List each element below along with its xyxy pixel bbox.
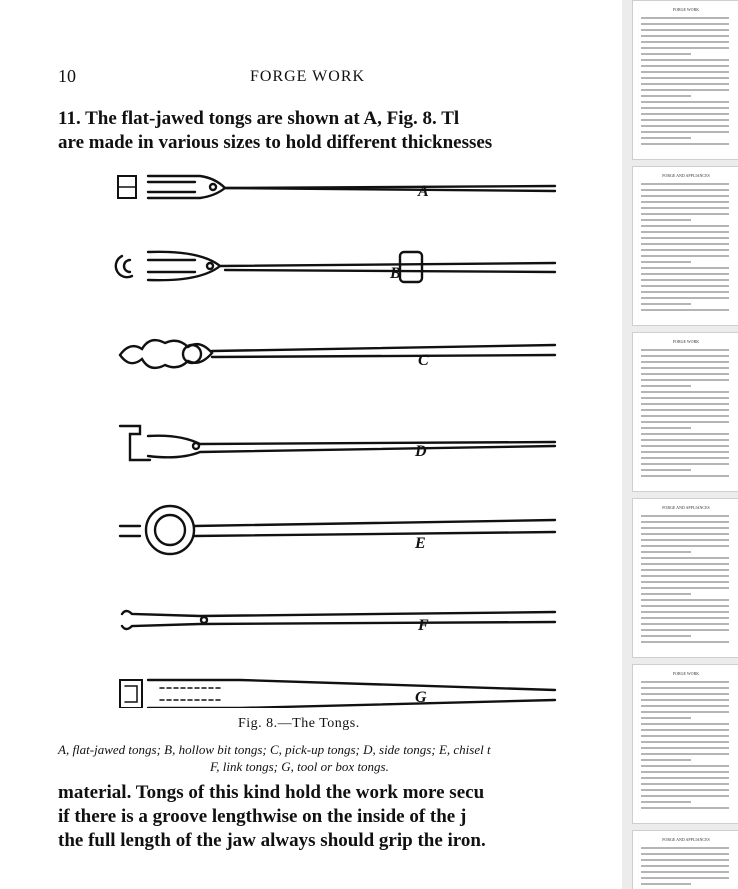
thumbnail-text-line [641,747,729,749]
thumbnail-text-line [641,705,729,707]
thumbnail-text-line [641,391,729,393]
thumbnail-text-line [641,119,729,121]
thumbnail-text-line [641,143,729,145]
thumbnail-text-line [641,469,691,471]
thumbnail-text-line [641,53,691,55]
thumbnail-text-line [641,563,729,565]
thumbnail-text-line [641,125,729,127]
label-c: C [418,352,429,369]
thumbnail-text-line [641,545,729,547]
figure-caption-keys-line-2: F, link tongs; G, tool or box tongs. [210,759,389,774]
thumbnail-text-line [641,361,729,363]
thumbnail-text-line [641,463,729,465]
thumbnail-text-line [641,605,729,607]
thumbnail-text-line [641,877,729,879]
label-b: B [390,265,401,282]
thumbnail-text-line [641,113,729,115]
thumbnail-text-line [641,871,729,873]
thumbnail-text-line [641,599,729,601]
thumbnail-text-line [641,255,729,257]
thumbnail-text-line [641,439,729,441]
thumbnail-text-line [641,789,729,791]
page-thumbnail-sidebar[interactable] [622,0,738,889]
thumbnail-text-line [641,59,729,61]
thumbnail-text-line [641,723,729,725]
thumbnail-header: FORGE WORK [672,671,700,676]
thumbnail-text-line [641,741,729,743]
thumbnail-text-line [641,89,729,91]
page-thumbnail[interactable] [632,166,738,326]
thumbnail-text-line [641,777,729,779]
thumbnail-text-line [641,421,729,423]
thumbnail-header: FORGE AND APPLIANCES [662,173,710,178]
paragraph-bottom-line-3: the full length of the jaw always should grip the iron. [58,830,486,851]
paragraph-bottom-line-1: material. Tongs of this kind hold the work more secu [58,782,485,803]
thumbnail-text-line [641,533,729,535]
thumbnail-text-line [641,635,691,637]
thumbnail-text-line [641,279,729,281]
thumbnail-text-line [641,587,729,589]
page-thumbnail[interactable] [632,830,738,889]
thumbnail-text-line [641,771,729,773]
tongs-f-drawing [122,611,555,634]
thumbnail-text-line [641,65,729,67]
thumbnail-text-line [641,445,729,447]
thumbnail-text-line [641,213,729,215]
thumbnail-text-line [641,183,729,185]
page-number: 10 [58,66,76,86]
thumbnail-text-line [641,403,729,405]
thumbnail-text-line [641,189,729,191]
thumbnail-text-line [641,569,729,571]
figure-caption-title: Fig. 8.—The Tongs. [238,716,360,731]
thumbnail-text-line [641,611,729,613]
label-d: D [415,443,427,460]
tongs-c-drawing [120,340,555,369]
thumbnail-text-line [641,107,729,109]
thumbnail-text-line [641,297,729,299]
thumbnail-text-line [641,29,729,31]
thumbnail-text-line [641,527,729,529]
thumbnail-text-line [641,237,729,239]
thumbnail-text-line [641,225,729,227]
paragraph-top-line-1: 11. The flat-jawed tongs are shown at A, Fig. 8. Tl [58,108,460,129]
thumbnail-text-line [641,355,729,357]
thumbnail-text-line [641,853,729,855]
thumbnail-text-line [641,95,691,97]
thumbnail-text-line [641,249,729,251]
page-thumbnail[interactable] [632,0,738,160]
label-g: G [415,689,427,706]
thumbnail-text-line [641,273,729,275]
thumbnail-text-line [641,231,729,233]
thumbnail-text-line [641,753,729,755]
thumbnail-text-line [641,539,729,541]
label-f: F [418,617,429,634]
thumbnail-text-line [641,379,729,381]
thumbnail-text-line [641,83,729,85]
thumbnail-header: FORGE WORK [672,339,700,344]
thumbnail-text-line [641,415,729,417]
figure-caption-keys-line-1: A, flat-jawed tongs; B, hollow bit tongs; C, pick-up tongs; D, side tongs; E, chisel t [58,742,491,757]
thumbnail-text-line [641,729,729,731]
thumbnail-text-line [641,687,729,689]
thumbnail-text-line [641,521,729,523]
page-thumbnail[interactable] [632,332,738,492]
thumbnail-text-line [641,23,729,25]
thumbnail-text-line [641,641,729,643]
thumbnail-text-line [641,623,729,625]
thumbnail-text-line [641,409,729,411]
thumbnail-text-line [641,101,729,103]
thumbnail-text-line [641,137,691,139]
thumbnail-text-line [641,201,729,203]
thumbnail-text-line [641,261,691,263]
thumbnail-text-line [641,557,729,559]
thumbnail-text-line [641,699,729,701]
tongs-b-drawing [116,252,555,282]
thumbnail-text-line [641,765,729,767]
running-head: FORGE WORK [250,68,366,85]
thumbnail-text-line [641,207,729,209]
thumbnail-text-line [641,267,729,269]
thumbnail-text-line [641,367,729,369]
thumbnail-text-line [641,71,729,73]
thumbnail-text-line [641,131,729,133]
thumbnail-text-line [641,219,691,221]
thumbnail-text-line [641,801,691,803]
thumbnail-text-line [641,349,729,351]
thumbnail-header: FORGE AND APPLIANCES [662,837,710,842]
thumbnail-text-line [641,291,729,293]
thumbnail-text-line [641,629,729,631]
thumbnail-text-line [641,47,729,49]
thumbnail-text-line [641,575,729,577]
thumbnail-text-line [641,41,729,43]
tongs-d-drawing [120,426,555,460]
thumbnail-text-line [641,303,691,305]
paragraph-bottom-line-2: if there is a groove lengthwise on the inside of the j [58,806,467,827]
thumbnail-header: FORGE WORK [672,7,700,12]
thumbnail-text-line [641,883,691,885]
thumbnail-text-line [641,77,729,79]
thumbnail-text-line [641,195,729,197]
thumbnail-text-line [641,795,729,797]
thumbnail-text-line [641,551,691,553]
thumbnail-text-line [641,865,729,867]
thumbnail-text-line [641,397,729,399]
thumbnail-text-line [641,427,691,429]
thumbnail-text-line [641,783,729,785]
thumbnail-text-line [641,433,729,435]
thumbnail-text-line [641,847,729,849]
thumbnail-text-line [641,309,729,311]
thumbnail-text-line [641,717,691,719]
thumbnail-text-line [641,693,729,695]
page-thumbnail[interactable] [632,498,738,658]
thumbnail-text-line [641,35,729,37]
thumbnail-text-line [641,17,729,19]
tongs-g-drawing [120,680,555,708]
thumbnail-text-line [641,285,729,287]
thumbnail-text-line [641,373,729,375]
thumbnail-text-line [641,617,729,619]
paragraph-top-line-2: are made in various sizes to hold different thicknesses [58,132,493,153]
thumbnail-header: FORGE AND APPLIANCES [662,505,710,510]
thumbnail-text-line [641,859,729,861]
thumbnail-text-line [641,385,691,387]
thumbnail-text-line [641,681,729,683]
thumbnail-text-line [641,243,729,245]
label-a: A [418,183,429,200]
thumbnail-text-line [641,581,729,583]
thumbnail-text-line [641,593,691,595]
thumbnail-text-line [641,735,729,737]
label-e: E [415,535,426,552]
thumbnail-text-line [641,515,729,517]
thumbnail-text-line [641,807,729,809]
thumbnail-text-line [641,457,729,459]
tongs-figure [100,168,580,708]
thumbnail-text-line [641,711,729,713]
tongs-a-drawing [118,176,555,200]
thumbnail-text-line [641,451,729,453]
thumbnail-text-line [641,475,729,477]
tongs-e-drawing [120,506,555,554]
page-thumbnail[interactable] [632,664,738,824]
thumbnail-text-line [641,759,691,761]
